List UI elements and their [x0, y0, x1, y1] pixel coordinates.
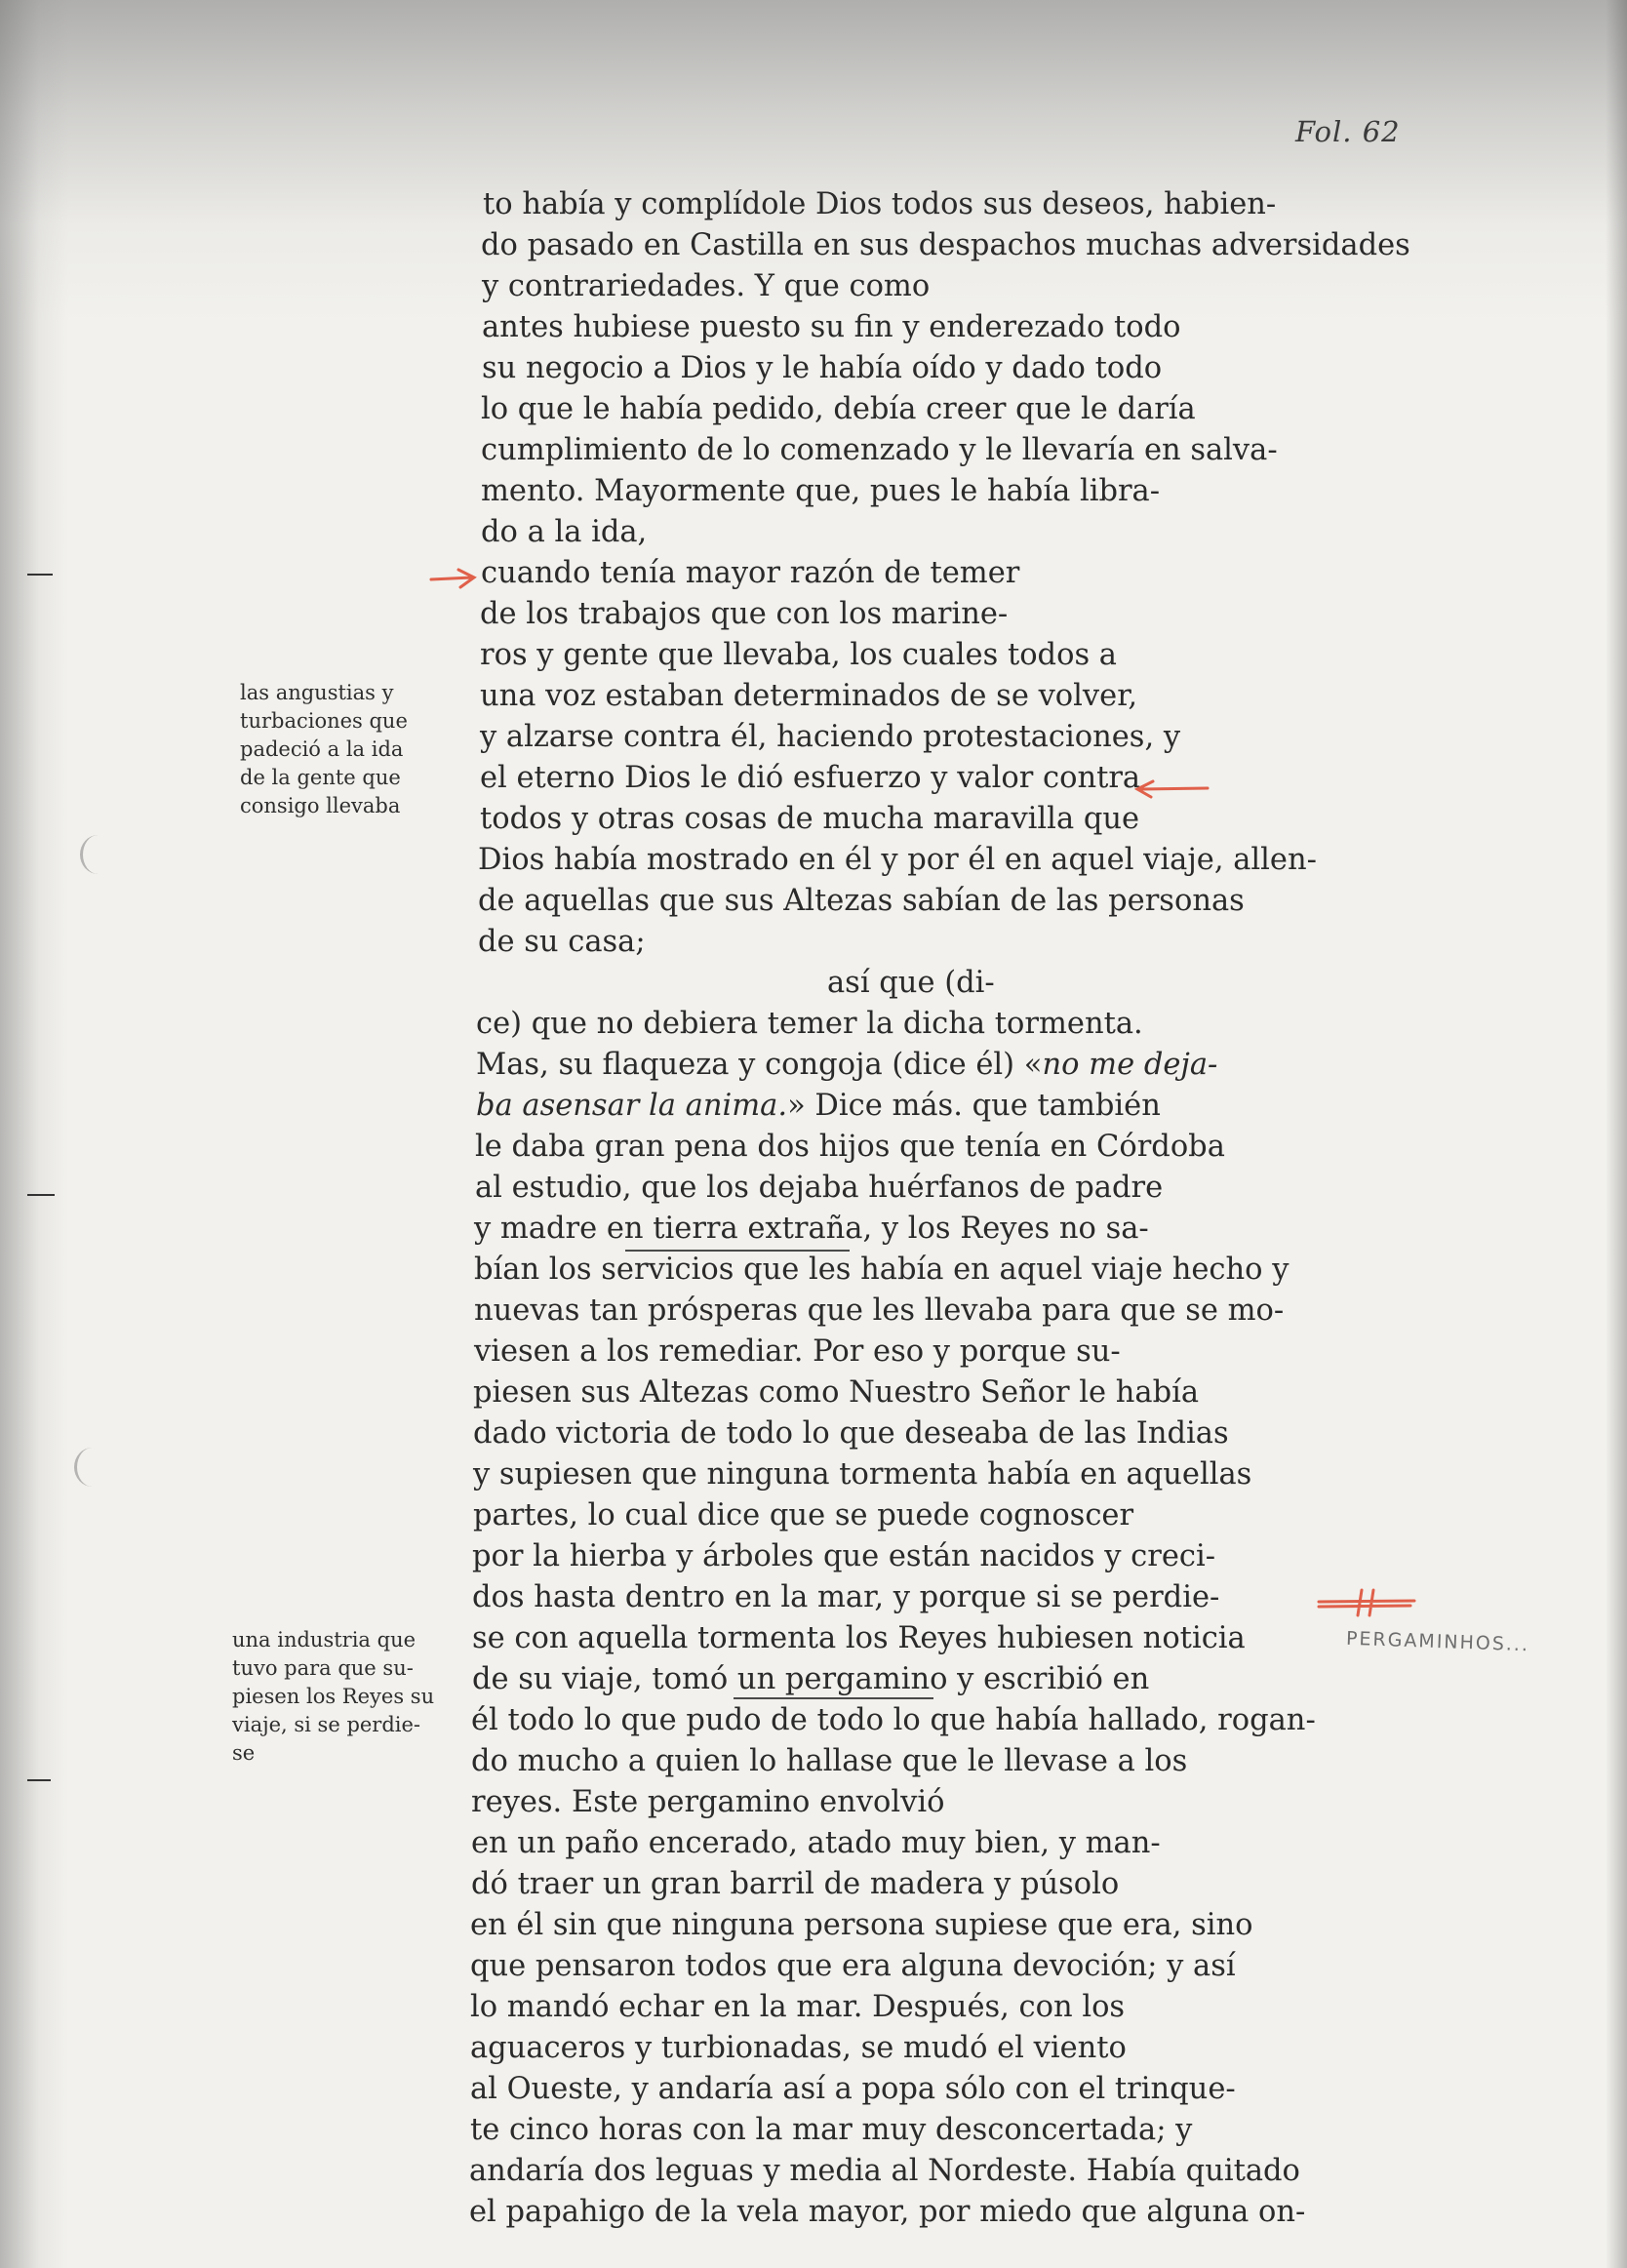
text-line: el papahigo de la vela mayor, por miedo que alguna on- — [469, 2195, 1306, 2229]
text-line: mento. Mayormente que, pues le había libra- — [481, 474, 1161, 508]
text-line: al estudio, que los dejaba huérfanos de padre — [475, 1171, 1164, 1205]
text-line: Mas, su flaqueza y congoja (dice él) «no me deja- — [476, 1048, 1218, 1082]
text-line: ce) que no debiera temer la dicha tormenta. — [476, 1007, 1143, 1041]
text-line: una voz estaban determinados de se volver, — [480, 679, 1138, 713]
text-line: de su viaje, tomó un pergamino y escribió en — [472, 1662, 1150, 1696]
text-line: por la hierba y árboles que están nacidos y creci- — [472, 1539, 1216, 1573]
underline-tierra-extrana — [625, 1250, 850, 1252]
text-line: y contrariedades. Y que como — [482, 269, 931, 303]
text-line: andaría dos leguas y media al Nordeste. Había quitado — [469, 2154, 1300, 2188]
text-line: se con aquella tormenta los Reyes hubiesen noticia — [472, 1621, 1246, 1655]
text-line: que pensaron todos que era alguna devoción; y así — [470, 1949, 1236, 1983]
text-line: al Oueste, y andaría así a popa sólo con el trinque- — [470, 2072, 1236, 2106]
text-line: le daba gran pena dos hijos que tenía en Córdoba — [475, 1130, 1225, 1164]
text-line: ros y gente que llevaba, los cuales todos a — [480, 638, 1117, 672]
text-line: antes hubiese puesto su fin y enderezado todo — [482, 310, 1181, 344]
text-line: nuevas tan prósperas que les llevaba para que se mo- — [474, 1293, 1285, 1328]
red-arrow-mark — [429, 566, 480, 591]
text-line: lo mandó echar en la mar. Después, con los — [470, 1990, 1126, 2024]
text-line: y supiesen que ninguna tormenta había en aquellas — [473, 1457, 1252, 1492]
text-line: lo que le había pedido, debía creer que le daría — [481, 392, 1196, 426]
text-line: to había y complídole Dios todos sus deseos, habien- — [483, 187, 1277, 221]
margin-note-industria: una industria que tuvo para que su- piesen los Reyes su viaje, si se perdie- se — [232, 1628, 435, 1765]
text-line: aguaceros y turbionadas, se mudó el viento — [470, 2031, 1127, 2065]
text-line: de los trabajos que con los marine- — [480, 597, 1009, 631]
text-line: cumplimiento de lo comenzado y le llevaría en salva- — [481, 433, 1278, 467]
text-line: en él sin que ninguna persona supiese que era, sino — [470, 1908, 1253, 1942]
text-line: dado victoria de todo lo que deseaba de las Indias — [473, 1416, 1229, 1451]
text-line: de su casa; — [478, 925, 646, 959]
text-line: do pasado en Castilla en sus despachos muchas adversidades — [481, 228, 1410, 262]
punch-hole — [74, 1448, 110, 1487]
text-line: y alzarse contra él, haciendo protestaciones, y — [480, 720, 1181, 754]
text-line: de aquellas que sus Altezas sabían de las personas — [478, 884, 1245, 918]
text-line: su negocio a Dios y le había oído y dado todo — [482, 351, 1163, 385]
punch-hole — [80, 835, 116, 874]
text-line: partes, lo cual dice que se puede cognoscer — [473, 1498, 1134, 1532]
text-line: bían los servicios que les había en aquel viaje hecho y — [474, 1253, 1290, 1287]
text-line: cuando tenía mayor razón de temer — [481, 556, 1020, 590]
page-edge-shadow — [1606, 0, 1627, 2268]
text-line: y madre en tierra extraña, y los Reyes no sa- — [474, 1212, 1149, 1246]
underline-pergamino — [734, 1697, 933, 1699]
red-hash-mark — [1317, 1588, 1418, 1617]
text-line: do mucho a quien lo hallase que le llevase a los — [471, 1744, 1188, 1778]
text-line: piesen sus Altezas como Nuestro Señor le había — [473, 1375, 1200, 1410]
margin-tick — [27, 1779, 51, 1781]
text-line: Dios había mostrado en él y por él en aquel viaje, allen- — [478, 843, 1317, 877]
margin-tick — [27, 1194, 55, 1196]
text-line: en un paño encerado, atado muy bien, y man- — [471, 1826, 1161, 1860]
margin-note-angustias: las angustias y turbaciones que padeció a la ida de la gente que consigo llevaba — [240, 681, 408, 817]
red-arrow-mark — [1122, 778, 1210, 800]
text-line: todos y otras cosas de mucha maravilla que — [480, 802, 1140, 836]
text-line: ba asensar la anima.» Dice más. que también — [476, 1089, 1161, 1123]
margin-tick — [27, 574, 53, 576]
text-line: dos hasta dentro en la mar, y porque si se perdie- — [472, 1580, 1220, 1614]
text-line: viesen a los remediar. Por eso y porque su- — [474, 1334, 1121, 1369]
text-line: reyes. Este pergamino envolvió — [471, 1785, 945, 1819]
text-line: el eterno Dios le dió esfuerzo y valor contra — [480, 761, 1141, 795]
text-line: así que (di- — [827, 966, 995, 1000]
text-line: dó traer un gran barril de madera y púsolo — [471, 1867, 1120, 1901]
text-line: do a la ida, — [481, 515, 648, 549]
text-line: él todo lo que pudo de todo lo que había hallado, rogan- — [471, 1703, 1316, 1737]
handwritten-annotation: PERGAMINHOS... — [1345, 1627, 1530, 1656]
folio-number: Fol. 62 — [1295, 115, 1401, 148]
text-line: te cinco horas con la mar muy desconcertada; y — [470, 2113, 1193, 2147]
